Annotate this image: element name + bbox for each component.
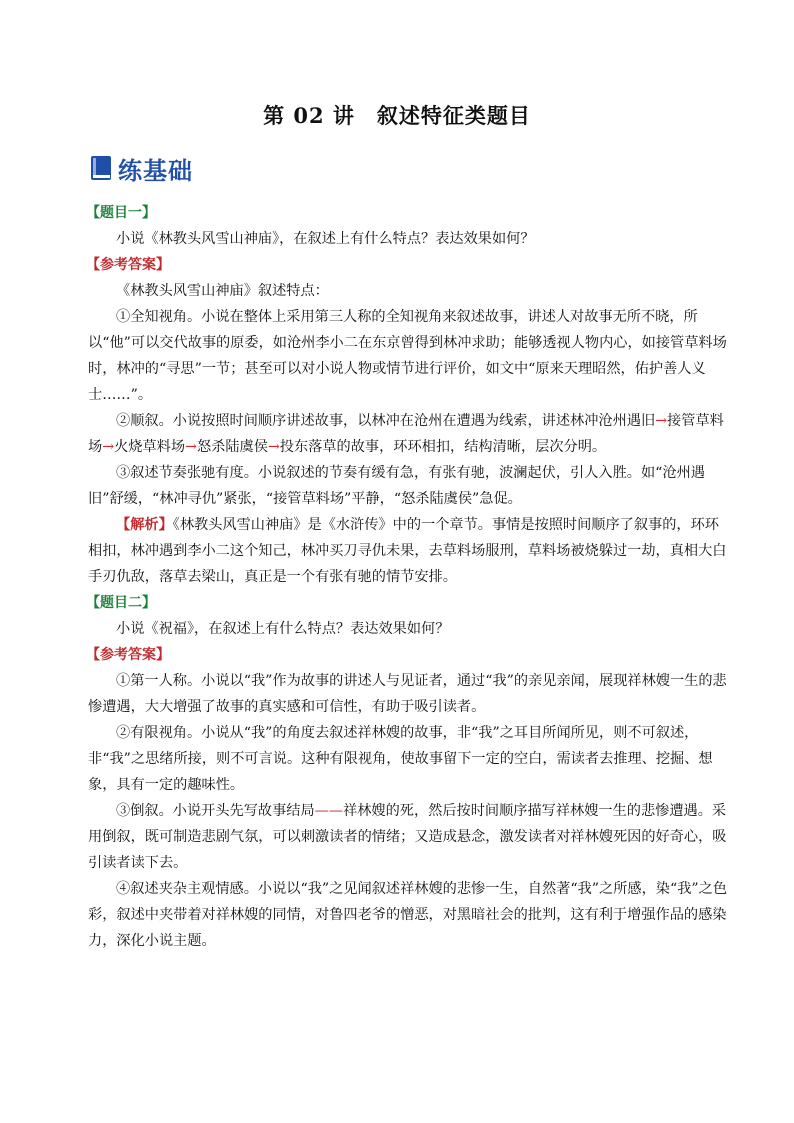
section-header bbox=[90, 150, 193, 186]
q1-point-2: ②顺叙。小说按照时间顺序讲述故事，以林冲在沧州在遭遇为线索，讲述林冲沧州遇旧→接管草料场→火烧草料场→怒杀陆虞侯→投东落草的故事，环环相扣，结构清晰，层次分明。 bbox=[88, 413, 724, 455]
q2-point-3: ③倒叙。小说开头先写故事结局——祥林嫂的死，然后按时间顺序描写祥林嫂一生的悲惨遭遇。采用倒叙，既可制造悲剧气氛，可以刺激读者的情绪；又造成悬念，激发读者对祥林嫂死因的好奇心，吸引读者读下去。 bbox=[88, 803, 727, 871]
q2-answer-tag: 【参考答案】 bbox=[86, 647, 170, 663]
q1-answer-tag: 【参考答案】 bbox=[86, 257, 170, 273]
q1-question: 小说《林教头风雪山神庙》，在叙述上有什么特点？表达效果如何？ bbox=[116, 231, 535, 247]
arrow-icon: → bbox=[267, 439, 280, 455]
q1-point-3: ③叙述节奏张驰有度。小说叙述的节奏有缓有急，有张有驰，波澜起伏，引人入胜。如“沧州遇旧”舒缓，“林冲寻仇”紧张，“接管草料场”平静，“怒杀陆虞侯”急促。 bbox=[88, 465, 705, 507]
page-title: 第 02 讲 叙述特征类题目 bbox=[263, 103, 531, 128]
q1-analysis: 【解析】《林教头风雪山神庙》是《水浒传》中的一个章节。事情是按照时间顺序了叙事的，环环相扣，林冲遇到李小二这个知己，林冲买刀寻仇未果，去草料场服刑，草料场被烧躲过一劫，真相大白手刃仇敌，落草去梁山，真正是一个有张有驰的情节安排。 bbox=[88, 517, 727, 585]
section-label: 练基础 bbox=[118, 156, 193, 185]
arrow-icon: → bbox=[185, 439, 197, 455]
q2-point-2: ②有限视角。小说从“我”的角度去叙述祥林嫂的故事，非“我”之耳目所闻所见，则不可叙述，非“我”之思绪所接，则不可言说。这种有限视角，使故事留下一定的空白，需读者去推理、挖掘、想象，具有一定的趣味性。 bbox=[88, 725, 713, 793]
q2-point-1: ①第一人称。小说以“我”作为故事的讲述人与见证者，通过“我”的亲见亲闻，展现祥林嫂一生的悲惨遭遇，大大增强了故事的真实感和可信性，有助于吸引读者。 bbox=[88, 673, 727, 715]
q2-question: 小说《祝福》，在叙述上有什么特点？表达效果如何？ bbox=[116, 621, 450, 637]
book-icon bbox=[90, 155, 112, 181]
analysis-tag: 【解析】 bbox=[116, 517, 173, 533]
q1-intro: 《林教头风雪山神庙》叙述特点： bbox=[116, 283, 329, 299]
arrow-icon: → bbox=[655, 413, 668, 429]
q2-point-4: ④叙述夹杂主观情感。小说以“我”之见闻叙述祥林嫂的悲惨一生，自然著“我”之所感，染“我”之色彩，叙述中夹带着对祥林嫂的同情，对鲁四老爷的憎恶，对黑暗社会的批判，这有利于增强作品的感染力，深化小说主题。 bbox=[88, 881, 728, 949]
q2-tag: 【题目二】 bbox=[86, 595, 156, 611]
q1-point-1: ①全知视角。小说在整体上采用第三人称的全知视角来叙述故事，讲述人对故事无所不晓，所以“他”可以交代故事的原委，如沧州李小二在东京曾得到林冲求助；能够透视人物内心，如接管草料场时，林冲的“寻思”一节；甚至可以对小说人物或情节进行评价，如文中“原来天理昭然，佑护善人义士……”。 bbox=[88, 309, 727, 403]
content bbox=[88, 200, 728, 954]
q1-tag: 【题目一】 bbox=[86, 205, 156, 221]
arrow-icon: → bbox=[102, 439, 115, 455]
